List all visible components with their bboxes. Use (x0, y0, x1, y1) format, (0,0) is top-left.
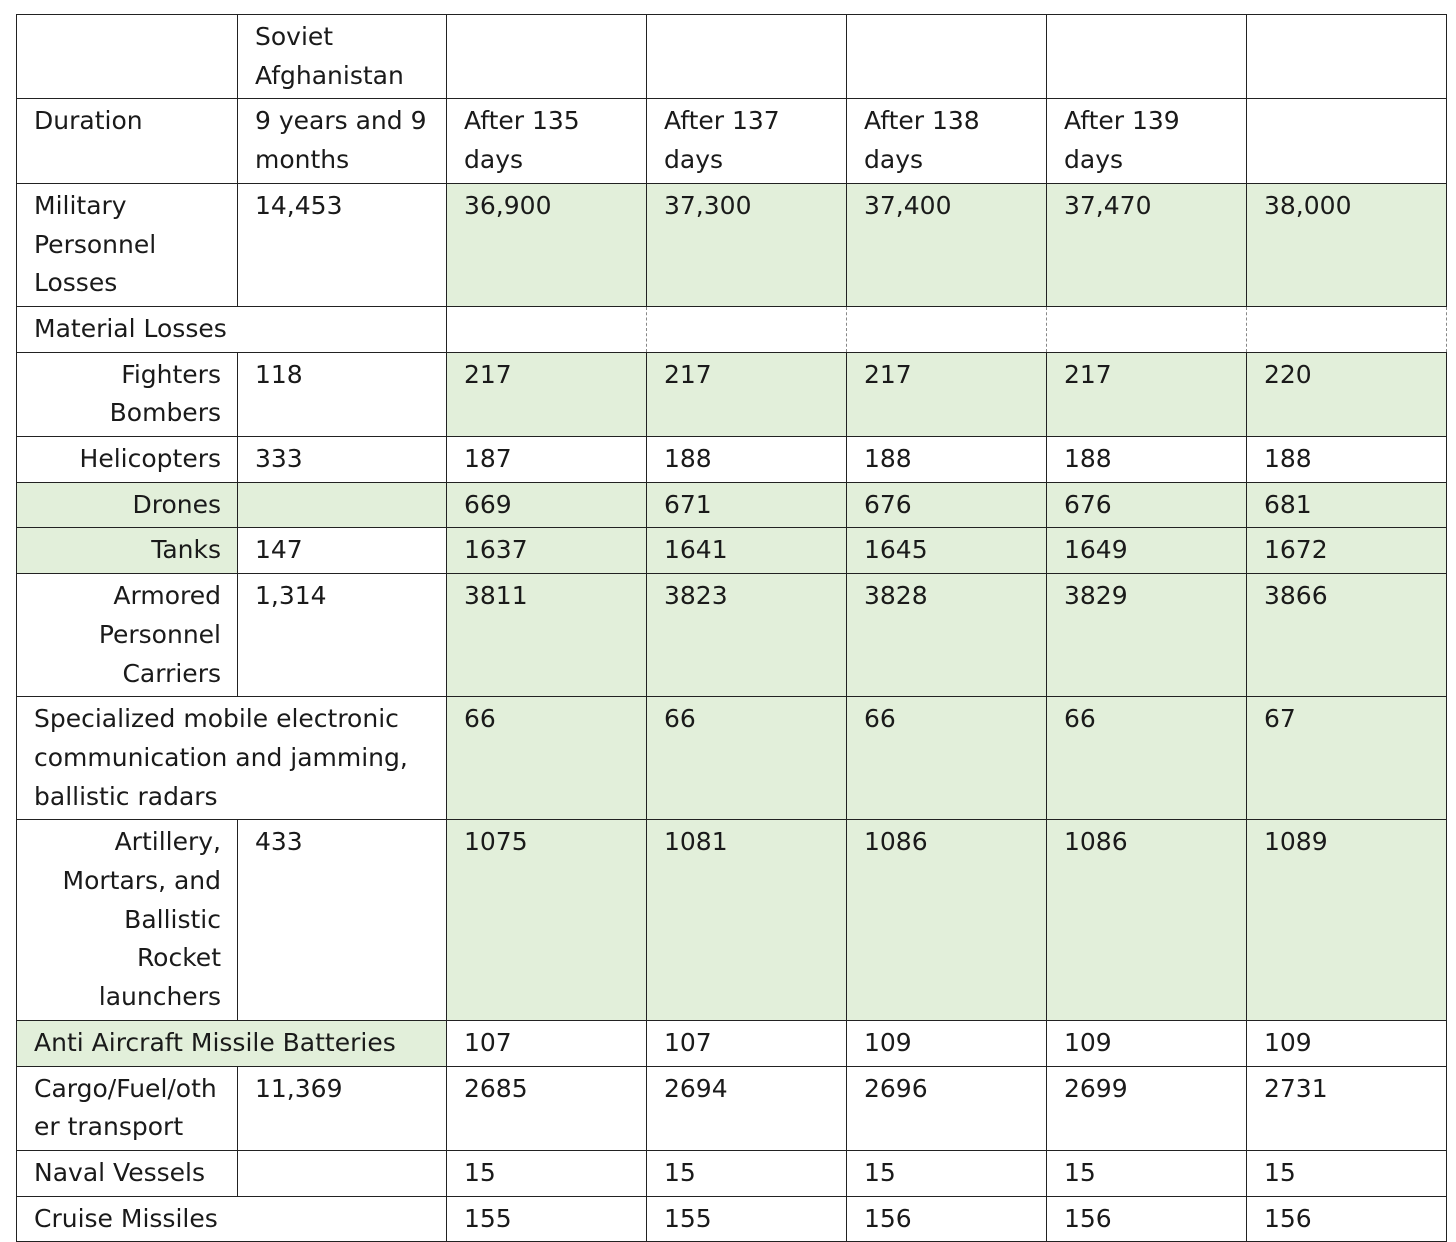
table-cell: 37,300 (647, 183, 847, 306)
table-cell: 2699 (1047, 1066, 1247, 1150)
table-cell: 67 (1247, 697, 1447, 820)
row-label: Fighters Bombers (17, 352, 238, 436)
table-cell: 66 (847, 697, 1047, 820)
table-row-duration (17, 99, 1447, 183)
table-cell: 1,314 (238, 574, 447, 697)
table-cell: 676 (1047, 482, 1247, 528)
row-label: Tanks (17, 528, 238, 574)
table-row-anti-aircraft (17, 1020, 1447, 1066)
table-cell (447, 306, 647, 352)
table-row-fighters-bombers (17, 352, 1447, 436)
header-cell-empty (17, 15, 238, 99)
table-cell (847, 306, 1047, 352)
table-cell: 217 (1047, 352, 1247, 436)
table-row-tanks (17, 528, 1447, 574)
table-cell: 66 (1047, 697, 1247, 820)
table-cell: 14,453 (238, 183, 447, 306)
table-row-cruise (17, 1196, 1447, 1242)
table-row-military-personnel (17, 183, 1447, 306)
table-cell: 1086 (1047, 820, 1247, 1021)
losses-table (16, 14, 1447, 1242)
table-cell: 118 (238, 352, 447, 436)
table-row-artillery (17, 820, 1447, 1021)
row-label: Duration (17, 99, 238, 183)
table-cell: 147 (238, 528, 447, 574)
table-cell: 107 (647, 1020, 847, 1066)
header-cell-empty (847, 15, 1047, 99)
table-cell: 433 (238, 820, 447, 1021)
table-cell: 671 (647, 482, 847, 528)
header-cell-empty (447, 15, 647, 99)
table-cell (1247, 306, 1447, 352)
table-cell: 3866 (1247, 574, 1447, 697)
table-cell: 217 (847, 352, 1047, 436)
table-cell: 66 (647, 697, 847, 820)
table-cell: 15 (847, 1150, 1047, 1196)
table-cell: 669 (447, 482, 647, 528)
header-cell-empty (1047, 15, 1247, 99)
table-cell: 333 (238, 437, 447, 483)
row-label: Helicopters (17, 437, 238, 483)
table-cell: 1081 (647, 820, 847, 1021)
table-cell: 188 (647, 437, 847, 483)
table-cell (238, 1150, 447, 1196)
row-label: Cargo/Fuel/other transport (17, 1066, 238, 1150)
table-cell: 2694 (647, 1066, 847, 1150)
table-cell: 15 (647, 1150, 847, 1196)
table-cell: 3811 (447, 574, 647, 697)
table-cell: 187 (447, 437, 647, 483)
table-cell: 11,369 (238, 1066, 447, 1150)
section-label: Material Losses (17, 306, 447, 352)
table-cell: 15 (447, 1150, 647, 1196)
table-cell: 36,900 (447, 183, 647, 306)
table-cell: 1672 (1247, 528, 1447, 574)
table-cell: 1086 (847, 820, 1047, 1021)
table-cell: 1649 (1047, 528, 1247, 574)
table-row-electronic (17, 697, 1447, 820)
table-cell: 15 (1247, 1150, 1447, 1196)
table-cell: 109 (1047, 1020, 1247, 1066)
table-cell: 15 (1047, 1150, 1247, 1196)
table-cell: 109 (847, 1020, 1047, 1066)
table-cell: 3829 (1047, 574, 1247, 697)
table-row-helicopters (17, 437, 1447, 483)
table-row-header (17, 15, 1447, 99)
table-cell: 1637 (447, 528, 647, 574)
table-cell: After 138 days (847, 99, 1047, 183)
table-cell: 155 (647, 1196, 847, 1242)
row-label: Military Personnel Losses (17, 183, 238, 306)
row-label: Specialized mobile electronic communication and jamming, ballistic radars (17, 697, 447, 820)
table-cell: 188 (847, 437, 1047, 483)
table-cell (1247, 99, 1447, 183)
table-row-apc (17, 574, 1447, 697)
row-label: Cruise Missiles (17, 1196, 447, 1242)
table-cell: 1641 (647, 528, 847, 574)
table-cell: 217 (447, 352, 647, 436)
table-cell: 66 (447, 697, 647, 820)
row-label: Anti Aircraft Missile Batteries (17, 1020, 447, 1066)
table-cell (238, 482, 447, 528)
table-cell: 37,400 (847, 183, 1047, 306)
table-cell: After 139 days (1047, 99, 1247, 183)
table-cell: 188 (1247, 437, 1447, 483)
table-cell: After 135 days (447, 99, 647, 183)
table-cell: 2731 (1247, 1066, 1447, 1150)
table-cell: 1645 (847, 528, 1047, 574)
row-label: Naval Vessels (17, 1150, 238, 1196)
table-cell: 681 (1247, 482, 1447, 528)
table-cell: 188 (1047, 437, 1247, 483)
table-row-material-losses (17, 306, 1447, 352)
table-cell: 156 (847, 1196, 1047, 1242)
row-label: Drones (17, 482, 238, 528)
table-cell: 217 (647, 352, 847, 436)
table-cell: 38,000 (1247, 183, 1447, 306)
table-cell: 1075 (447, 820, 647, 1021)
table-cell: 3823 (647, 574, 847, 697)
row-label: Armored Personnel Carriers (17, 574, 238, 697)
header-cell-empty (1247, 15, 1447, 99)
table-cell: 155 (447, 1196, 647, 1242)
table-cell: 109 (1247, 1020, 1447, 1066)
table-row-drones (17, 482, 1447, 528)
table-cell: 3828 (847, 574, 1047, 697)
table-cell: 156 (1047, 1196, 1247, 1242)
table-cell: 2685 (447, 1066, 647, 1150)
table-cell: 107 (447, 1020, 647, 1066)
table-row-naval (17, 1150, 1447, 1196)
table-row-cargo (17, 1066, 1447, 1150)
table-cell: 676 (847, 482, 1047, 528)
header-cell-empty (647, 15, 847, 99)
table-cell: 9 years and 9 months (238, 99, 447, 183)
table-cell: 2696 (847, 1066, 1047, 1150)
table-cell: 37,470 (1047, 183, 1247, 306)
table-cell (1047, 306, 1247, 352)
table-cell (647, 306, 847, 352)
table-cell: After 137 days (647, 99, 847, 183)
header-soviet-afghanistan: Soviet Afghanistan (238, 15, 447, 99)
table-cell: 156 (1247, 1196, 1447, 1242)
row-label: Artillery, Mortars, and Ballistic Rocket launchers (17, 820, 238, 1021)
table-cell: 220 (1247, 352, 1447, 436)
table-cell: 1089 (1247, 820, 1447, 1021)
